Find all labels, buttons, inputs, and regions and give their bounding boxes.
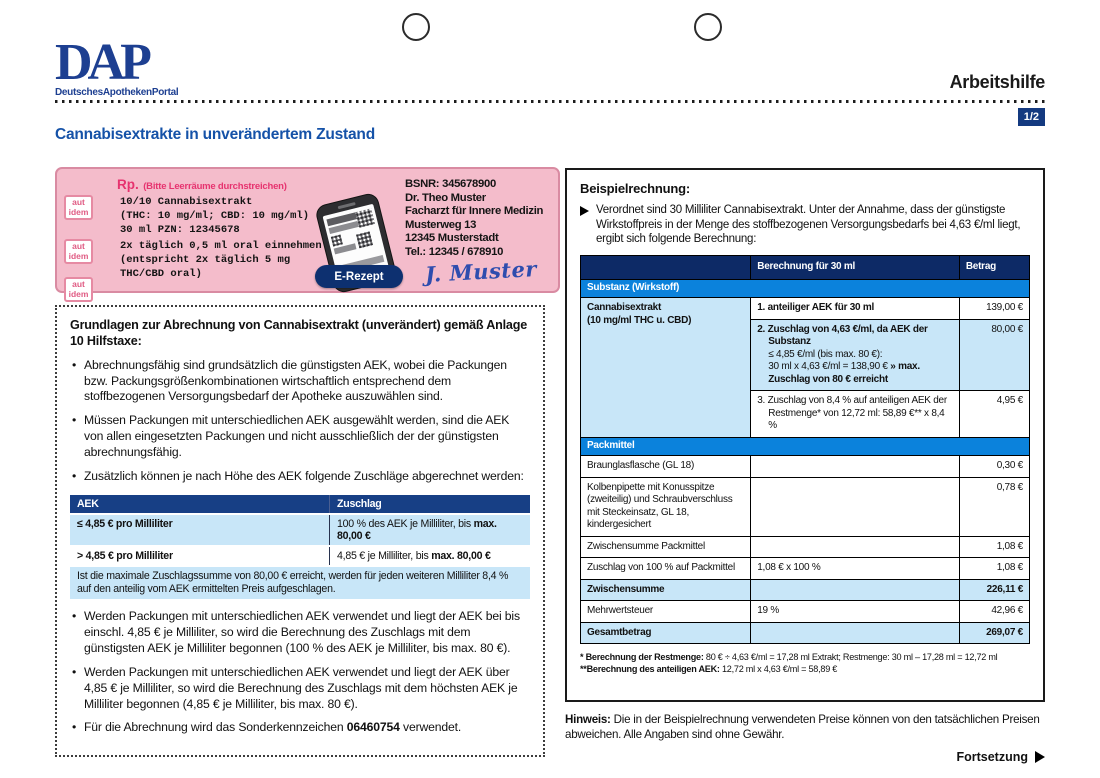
betrag-cell: 226,11 € bbox=[959, 579, 1029, 601]
bullet-item: • Müssen Packungen mit unterschiedlichen AEK ausgewählt werden, sind die AEK von allen eingesetzten Packungen und nicht ausschließlich der der günstigsten abrechnungsfähig. bbox=[70, 413, 530, 461]
aek-cell: > 4,85 € pro Milliliter bbox=[70, 547, 329, 565]
table-header-row bbox=[581, 256, 1030, 280]
rp-label: Rp. bbox=[117, 177, 139, 192]
dosage-line: THC/CBD oral) bbox=[120, 268, 202, 280]
substanz-strength: (10 mg/ml THC u. CBD) bbox=[587, 314, 692, 326]
zuschlag-max: max. 80,00 € bbox=[431, 549, 491, 562]
dosage-lines bbox=[120, 239, 322, 281]
bullet-item: • Zusätzlich können je nach Höhe des AEK folgende Zuschläge abgerechnet werden: bbox=[70, 469, 530, 485]
calc-step: 1. anteiliger AEK für 30 ml bbox=[757, 302, 875, 314]
grundlagen-heading: Grundlagen zur Abrechnung von Cannabisextrakt (unverändert) gemäß Anlage 10 Hilfstaxe: bbox=[70, 318, 528, 349]
dap-logo bbox=[55, 34, 275, 98]
aut-idem-checkbox bbox=[64, 277, 93, 302]
footnote-anteiliger-aek bbox=[580, 663, 1030, 675]
betrag-cell: 0,30 € bbox=[959, 456, 1029, 478]
item-name-cell: Gesamtbetrag bbox=[581, 622, 751, 644]
betrag-cell: 0,78 € bbox=[959, 477, 1029, 536]
hinweis-note bbox=[565, 713, 1045, 743]
calc-step: 2. Zuschlag von 4,63 €/ml, da AEK der Substanz bbox=[757, 323, 928, 348]
berechnung-col-header: Berechnung für 30 ml bbox=[751, 256, 960, 280]
betrag-cell: 4,95 € bbox=[959, 391, 1029, 438]
calc-line: 3. Zuschlag von 8,4 % auf anteiligen AEK der bbox=[757, 395, 947, 407]
zuschlag-cell bbox=[329, 547, 530, 565]
betrag-cell: 1,08 € bbox=[959, 558, 1029, 580]
footnotes bbox=[580, 651, 1030, 676]
table-row bbox=[581, 456, 1030, 478]
aut-idem-label: idem bbox=[68, 288, 89, 299]
footnote-text: 12,72 ml x 4,63 €/ml = 58,89 € bbox=[719, 664, 838, 675]
doctor-signature: J. Muster bbox=[424, 256, 538, 287]
zuschlag-text: 100 % des AEK je Milliliter, bis bbox=[337, 517, 474, 530]
medication-line: 30 ml PZN: 12345678 bbox=[120, 224, 240, 236]
doctor-line: Tel.: 12345 / 678910 bbox=[405, 245, 504, 258]
item-name-cell: Kolbenpipette mit Konusspitze (zweiteilig) und Schraubverschluss mit Steckeinsatz, GL 18, kindergesichert bbox=[581, 477, 751, 536]
footnote-label: * Berechnung der Restmenge: bbox=[580, 652, 704, 663]
bullet-item bbox=[70, 720, 530, 736]
calc-line: 30 ml x 4,63 €/ml = 138,90 € bbox=[768, 361, 891, 373]
doctor-line: Facharzt für Innere Medizin bbox=[405, 205, 544, 218]
betrag-col-header: Betrag bbox=[959, 256, 1029, 280]
section-label: Packmittel bbox=[581, 437, 1030, 456]
bullet-text: verwendet. bbox=[399, 720, 462, 735]
page-number-badge: 1/2 bbox=[1018, 108, 1045, 126]
rp-note: (Bitte Leerräume durchstreichen) bbox=[143, 181, 287, 192]
zuschlag-col-header: Zuschlag bbox=[329, 495, 530, 513]
dap-logo-text: DAP bbox=[55, 34, 147, 91]
doctor-line: 12345 Musterstadt bbox=[405, 232, 499, 245]
table-row bbox=[581, 558, 1030, 580]
hinweis-text: Die in der Beispielrechnung verwendeten Preise können von den tatsächlichen Preisen abweichen. Alle Angaben sind ohne Gewähr. bbox=[565, 713, 1040, 741]
aek-col-header: AEK bbox=[70, 495, 329, 513]
calc-cell bbox=[751, 456, 960, 478]
table-row bbox=[581, 601, 1030, 623]
prescription-example bbox=[55, 167, 560, 299]
item-name-cell: Mehrwertsteuer bbox=[581, 601, 751, 623]
beispiel-heading: Beispielrechnung: bbox=[580, 181, 691, 196]
aek-table-note: Ist die maximale Zuschlagssumme von 80,00 € erreicht, werden für jeden weiteren Milliliter 8,4 % auf den anteilig vom AEK ermittelten Preis aufgeschlagen. bbox=[70, 567, 530, 599]
section-row-substanz bbox=[581, 279, 1030, 298]
punch-hole-icon bbox=[402, 13, 430, 41]
betrag-cell: 42,96 € bbox=[959, 601, 1029, 623]
arrow-right-icon bbox=[1035, 751, 1045, 763]
calc-cell: 19 % bbox=[751, 601, 960, 623]
bullet-item: • Werden Packungen mit unterschiedlichen AEK verwendet und liegt der AEK bei bis einschl. 4,85 € je Milliliter, so wird die Berechnung des Zuschlags mit dem günstigsten AEK je Milliliter begonnen (100 % des AEK je Milliliter, bis max. 80 €). bbox=[70, 609, 530, 657]
aek-table-header-row bbox=[70, 495, 530, 513]
qr-code-icon bbox=[356, 231, 373, 248]
doctor-info bbox=[405, 178, 557, 260]
total-row bbox=[581, 622, 1030, 644]
calc-cell bbox=[751, 477, 960, 536]
sonderkennzeichen: 06460754 bbox=[346, 720, 400, 735]
aut-idem-label: idem bbox=[68, 250, 89, 261]
calc-line-bold: Zuschlag von 80 € erreicht bbox=[768, 373, 888, 385]
table-note-row bbox=[70, 567, 530, 599]
table-row bbox=[70, 515, 530, 545]
table-row bbox=[70, 547, 530, 565]
calc-cell bbox=[751, 319, 960, 391]
intro-text: Verordnet sind 30 Milliliter Cannabisextrakt. Unter der Annahme, dass der günstigste Wirkstoffpreis in der Menge des stoffbezogenen Versorgungsbedarfs bei 4,63 €/ml liegt, ergibt sich folgende Berechnung: bbox=[596, 204, 1021, 246]
rp-header bbox=[117, 176, 287, 194]
calc-cell bbox=[751, 536, 960, 558]
aut-idem-label: aut bbox=[72, 197, 85, 207]
calculation-table bbox=[580, 255, 1030, 644]
empty-header-cell bbox=[581, 256, 751, 280]
medication-line: 10/10 Cannabisextrakt bbox=[120, 196, 253, 208]
betrag-cell: 139,00 € bbox=[959, 298, 1029, 320]
continuation-text: Fortsetzung bbox=[956, 750, 1028, 764]
subtotal-row bbox=[581, 579, 1030, 601]
aut-idem-checkbox bbox=[64, 239, 93, 264]
page-title: Cannabisextrakte in unverändertem Zustand bbox=[55, 126, 375, 143]
medication-lines bbox=[120, 195, 309, 237]
beispielrechnung-box bbox=[565, 168, 1045, 702]
substanz-name: Cannabisextrakt bbox=[587, 302, 662, 314]
dosage-line: 2x täglich 0,5 ml oral einnehmen bbox=[120, 240, 322, 252]
footnote-text: 80 € ÷ 4,63 €/ml = 17,28 ml Extrakt; Restmenge: 30 ml – 17,28 ml = 12,72 ml bbox=[703, 652, 998, 663]
aek-zuschlag-table bbox=[70, 493, 530, 601]
hinweis-label: Hinweis: bbox=[565, 713, 611, 726]
zuschlag-max: max. 80,00 € bbox=[337, 517, 497, 542]
section-label: Substanz (Wirkstoff) bbox=[581, 279, 1030, 298]
zuschlag-text: 4,85 € je Milliliter, bis bbox=[337, 549, 432, 562]
calc-cell bbox=[751, 298, 960, 320]
substanz-name-cell bbox=[581, 298, 751, 438]
dosage-line: (entspricht 2x täglich 5 mg bbox=[120, 254, 291, 266]
item-name-cell: Zwischensumme Packmittel bbox=[581, 536, 751, 558]
table-row bbox=[581, 477, 1030, 536]
aut-idem-label: aut bbox=[72, 279, 85, 289]
erezept-badge: E-Rezept bbox=[315, 265, 403, 288]
continuation-label bbox=[956, 750, 1045, 764]
doctor-line: Dr. Theo Muster bbox=[405, 191, 486, 204]
footnote-restmenge bbox=[580, 651, 1030, 663]
beispiel-intro bbox=[580, 203, 1030, 247]
betrag-cell: 1,08 € bbox=[959, 536, 1029, 558]
aut-idem-label: idem bbox=[68, 206, 89, 217]
calc-line: ≤ 4,85 €/ml (bis max. 80 €): bbox=[768, 348, 883, 360]
table-row bbox=[581, 298, 1030, 320]
betrag-cell: 269,07 € bbox=[959, 622, 1029, 644]
aut-idem-label: aut bbox=[72, 241, 85, 251]
punch-hole-icon bbox=[694, 13, 722, 41]
qr-code-icon bbox=[331, 235, 343, 247]
calc-cell bbox=[751, 391, 960, 438]
footnote-label: **Berechnung des anteiligen AEK: bbox=[580, 664, 720, 675]
qr-code-icon bbox=[356, 208, 375, 227]
item-name-cell: Zuschlag von 100 % auf Packmittel bbox=[581, 558, 751, 580]
bullet-text: Für die Abrechnung wird das Sonderkennzeichen bbox=[84, 720, 347, 735]
item-name-cell: Braunglasflasche (GL 18) bbox=[581, 456, 751, 478]
table-row bbox=[581, 536, 1030, 558]
calc-cell bbox=[751, 579, 960, 601]
arrow-right-icon bbox=[580, 206, 589, 216]
bullet-item: • Abrechnungsfähig sind grundsätzlich die günstigsten AEK, wobei die Packungen bzw. Packungsgrößenkombinationen wirtschaftlich entsprechend dem stoffbezogenen Versorgungsbedarf der Apotheke auszuwählen sind. bbox=[70, 358, 530, 406]
item-name-cell: Zwischensumme bbox=[581, 579, 751, 601]
dotted-divider bbox=[55, 100, 1045, 103]
dap-logo-subtext: DeutschesApothekenPortal bbox=[55, 87, 179, 98]
betrag-cell: 80,00 € bbox=[959, 319, 1029, 391]
aek-cell: ≤ 4,85 € pro Milliliter bbox=[70, 515, 329, 545]
zuschlag-cell bbox=[329, 515, 530, 545]
document-type-label: Arbeitshilfe bbox=[949, 72, 1045, 92]
calc-cell bbox=[751, 622, 960, 644]
section-row-packmittel bbox=[581, 437, 1030, 456]
medication-line: (THC: 10 mg/ml; CBD: 10 mg/ml) bbox=[120, 210, 310, 222]
aut-idem-checkbox bbox=[64, 195, 93, 220]
calc-line-bold: » max. bbox=[890, 361, 920, 373]
calc-cell: 1,08 € x 100 % bbox=[751, 558, 960, 580]
grundlagen-box bbox=[55, 305, 545, 757]
doctor-line: Musterweg 13 bbox=[405, 218, 477, 231]
bullet-item: • Werden Packungen mit unterschiedlichen AEK verwendet und liegt der AEK über 4,85 € je Milliliter, so wird die Berechnung des Zuschlags mit dem höchsten AEK je Milliliter begonnen (4,85 € je Milliliter, bis max. 80 €). bbox=[70, 665, 530, 713]
doctor-line: BSNR: 345678900 bbox=[405, 178, 496, 190]
calc-line: Restmenge* von 12,72 ml: 58,89 €** x 8,4 % bbox=[768, 407, 945, 432]
